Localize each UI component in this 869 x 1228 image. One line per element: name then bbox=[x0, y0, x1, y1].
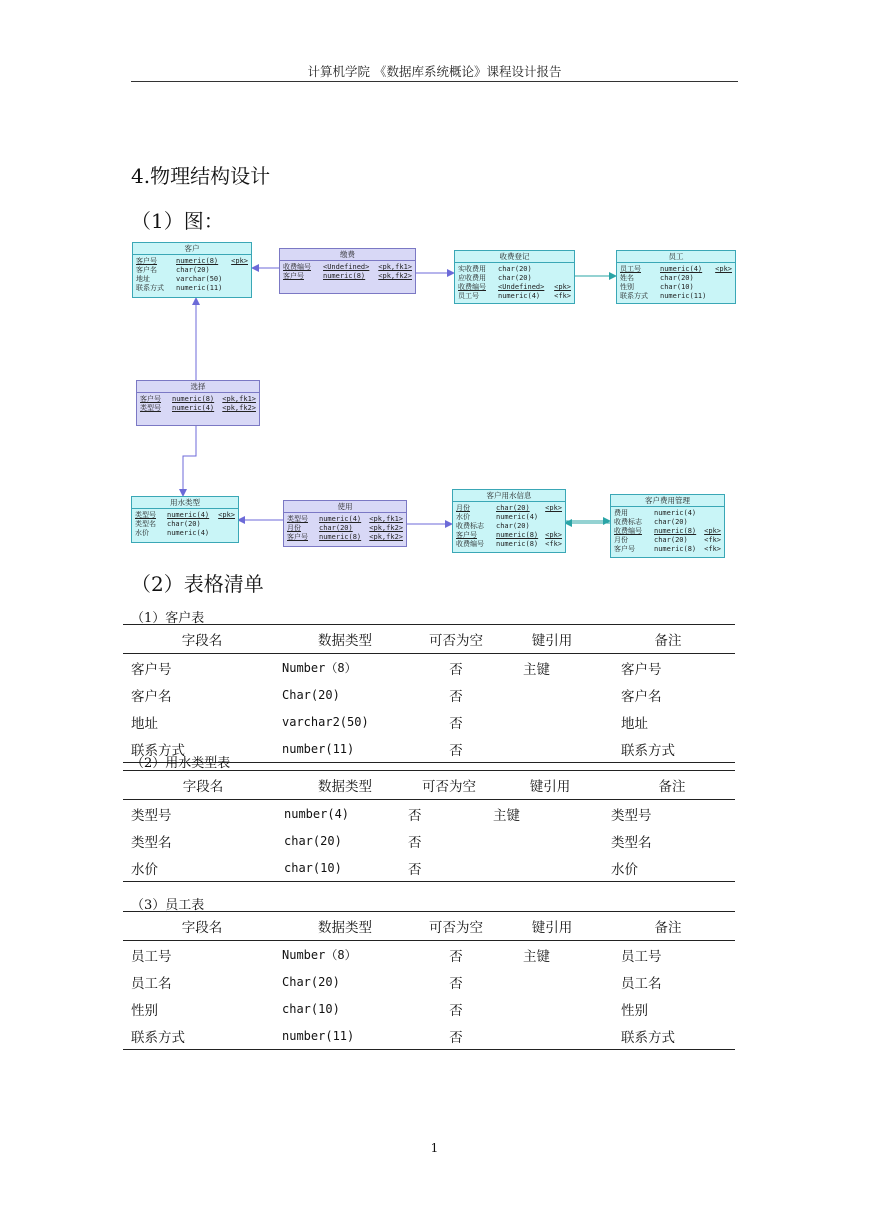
table-row: 地址 varchar2(50) 否 地址 bbox=[131, 714, 648, 732]
col-header: 键引用 bbox=[531, 920, 573, 936]
entity-water-type: 用水类型 类型号 numeric(4) <pk> 类型名 char(20) 水价 numeric(4) bbox=[131, 496, 239, 543]
table-row: 类型号 number(4) 否 主键 类型号 bbox=[131, 806, 652, 824]
table-row: 水价 char(10) 否 水价 bbox=[123, 854, 735, 882]
entity-employee: 员工 员工号 numeric(4) <pk> 姓名 char(20) 性别 char(10) 联系方式 numeric(11) bbox=[616, 250, 736, 304]
col-header: 数据类型 bbox=[318, 633, 372, 649]
section-heading-figure: （1）图： bbox=[131, 209, 224, 233]
entity-charge-register: 收费登记 实收费用 char(20) 应收费用 char(20) 收费编号 <Undefined> <pk> 员工号 numeric(4) <fk> bbox=[454, 250, 575, 304]
col-header: 键引用 bbox=[529, 779, 571, 795]
col-header: 备注 bbox=[658, 779, 686, 795]
page-number: 1 bbox=[430, 1141, 439, 1155]
table-caption-water-type: （2）用水类型表 bbox=[131, 756, 231, 771]
link-choose-watertype bbox=[183, 425, 196, 496]
water-type-table bbox=[123, 770, 735, 882]
page-header: 计算机学院 《数据库系统概论》课程设计报告 bbox=[307, 64, 562, 79]
relationship-payment: 缴费 收费编号 <Undefined> <pk,fk1> 客户号 numeric(8) <pk,fk2> bbox=[279, 248, 416, 294]
col-header: 字段名 bbox=[181, 920, 223, 936]
col-header: 备注 bbox=[654, 920, 682, 936]
section-heading-tables: （2）表格清单 bbox=[131, 572, 264, 596]
col-header: 键引用 bbox=[531, 633, 573, 649]
section-heading-physical: 4.物理结构设计 bbox=[131, 164, 271, 188]
table-row: 类型名 char(20) 否 类型名 bbox=[131, 833, 652, 851]
col-header: 数据类型 bbox=[318, 779, 372, 795]
table-row: 性别 char(10) 否 性别 bbox=[131, 1001, 648, 1019]
relationship-use: 使用 类型号 numeric(4) <pk,fk1> 月份 char(20) <pk,fk2> 客户号 numeric(8) <pk,fk2> bbox=[283, 500, 407, 547]
col-header: 可否为空 bbox=[422, 779, 476, 795]
table-caption-customer: （1）客户表 bbox=[131, 611, 205, 626]
col-header: 可否为空 bbox=[429, 920, 483, 936]
table-row: 联系方式 number(11) 否 联系方式 bbox=[123, 1022, 735, 1050]
table-row: 客户号 Number（8） 否 主键 客户号 bbox=[131, 661, 662, 678]
table-row: 员工号 Number（8） 否 主键 员工号 bbox=[131, 948, 662, 965]
table-caption-employee: （3）员工表 bbox=[131, 898, 205, 913]
entity-customer-water-usage: 客户用水信息 月份 char(20) <pk> 水价 numeric(4) 收费标志 char(20) 客户号 numeric(8) <pk> 收费编号 numeric(8) <fk> bbox=[452, 489, 566, 553]
customer-table bbox=[123, 624, 735, 763]
employee-table bbox=[123, 911, 735, 1050]
col-header: 字段名 bbox=[181, 633, 223, 649]
table-row: 客户名 Char(20) 否 客户名 bbox=[131, 687, 662, 705]
entity-customer: 客户 客户号 numeric(8) <pk> 客户名 char(20) 地址 varchar(50) 联系方式 numeric(11) bbox=[132, 242, 252, 298]
col-header: 可否为空 bbox=[429, 633, 483, 649]
relationship-choose: 选择 客户号 numeric(8) <pk,fk1> 类型号 numeric(4) <pk,fk2> bbox=[136, 380, 260, 426]
table-row: 员工名 Char(20) 否 员工名 bbox=[131, 974, 662, 992]
col-header: 数据类型 bbox=[318, 920, 372, 936]
col-header: 备注 bbox=[654, 633, 682, 649]
entity-customer-fee-mgmt: 客户费用管理 费用 numeric(4) 收费标志 char(20) 收费编号 numeric(8) <pk> 月份 char(20) <fk> 客户号 numeric(8) <fk> bbox=[610, 494, 725, 558]
col-header: 字段名 bbox=[182, 779, 224, 795]
table-row: 联系方式 number(11) 否 联系方式 bbox=[123, 735, 735, 763]
